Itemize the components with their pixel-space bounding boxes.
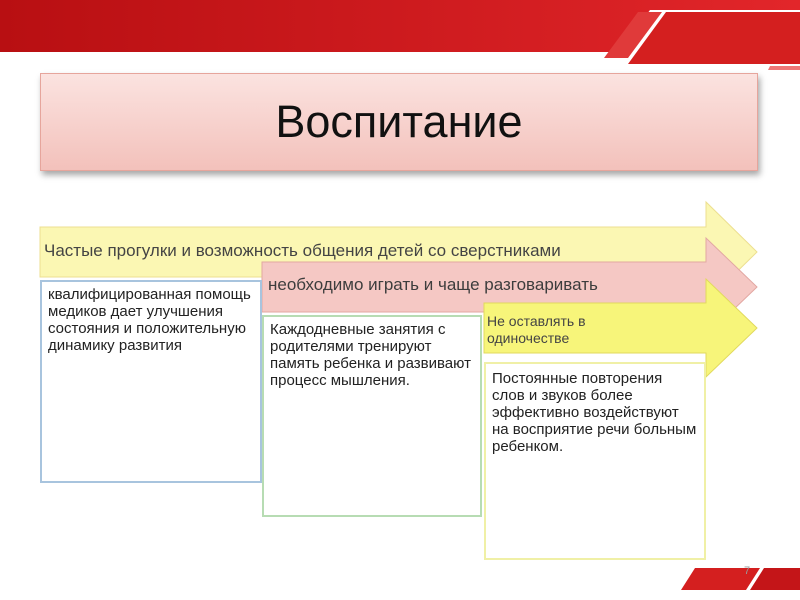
arrow-3-label: Не оставлять в одиночестве (487, 313, 586, 346)
arrow-1-label: Частые прогулки и возможность общения детей со сверстниками (44, 241, 561, 260)
card-1-text: квалифицированная помощь медиков дает улучшения состояния и положительную динамику развития (48, 286, 251, 354)
card-2-text: Каждодневные занятия с родителями тренируют память ребенка и развивают процесс мышления. (270, 321, 471, 389)
arrow-2-label: необходимо играть и чаще разговаривать (268, 275, 598, 294)
slide-title: Воспитание (275, 96, 523, 147)
card-2 (262, 315, 482, 517)
page-number: 7 (744, 565, 751, 577)
card-3 (484, 362, 706, 560)
card-1 (40, 280, 262, 483)
card-3-text: Постоянные повторения слов и звуков более эффективно воздействуют на восприятие речи больным ребенком. (492, 370, 697, 455)
